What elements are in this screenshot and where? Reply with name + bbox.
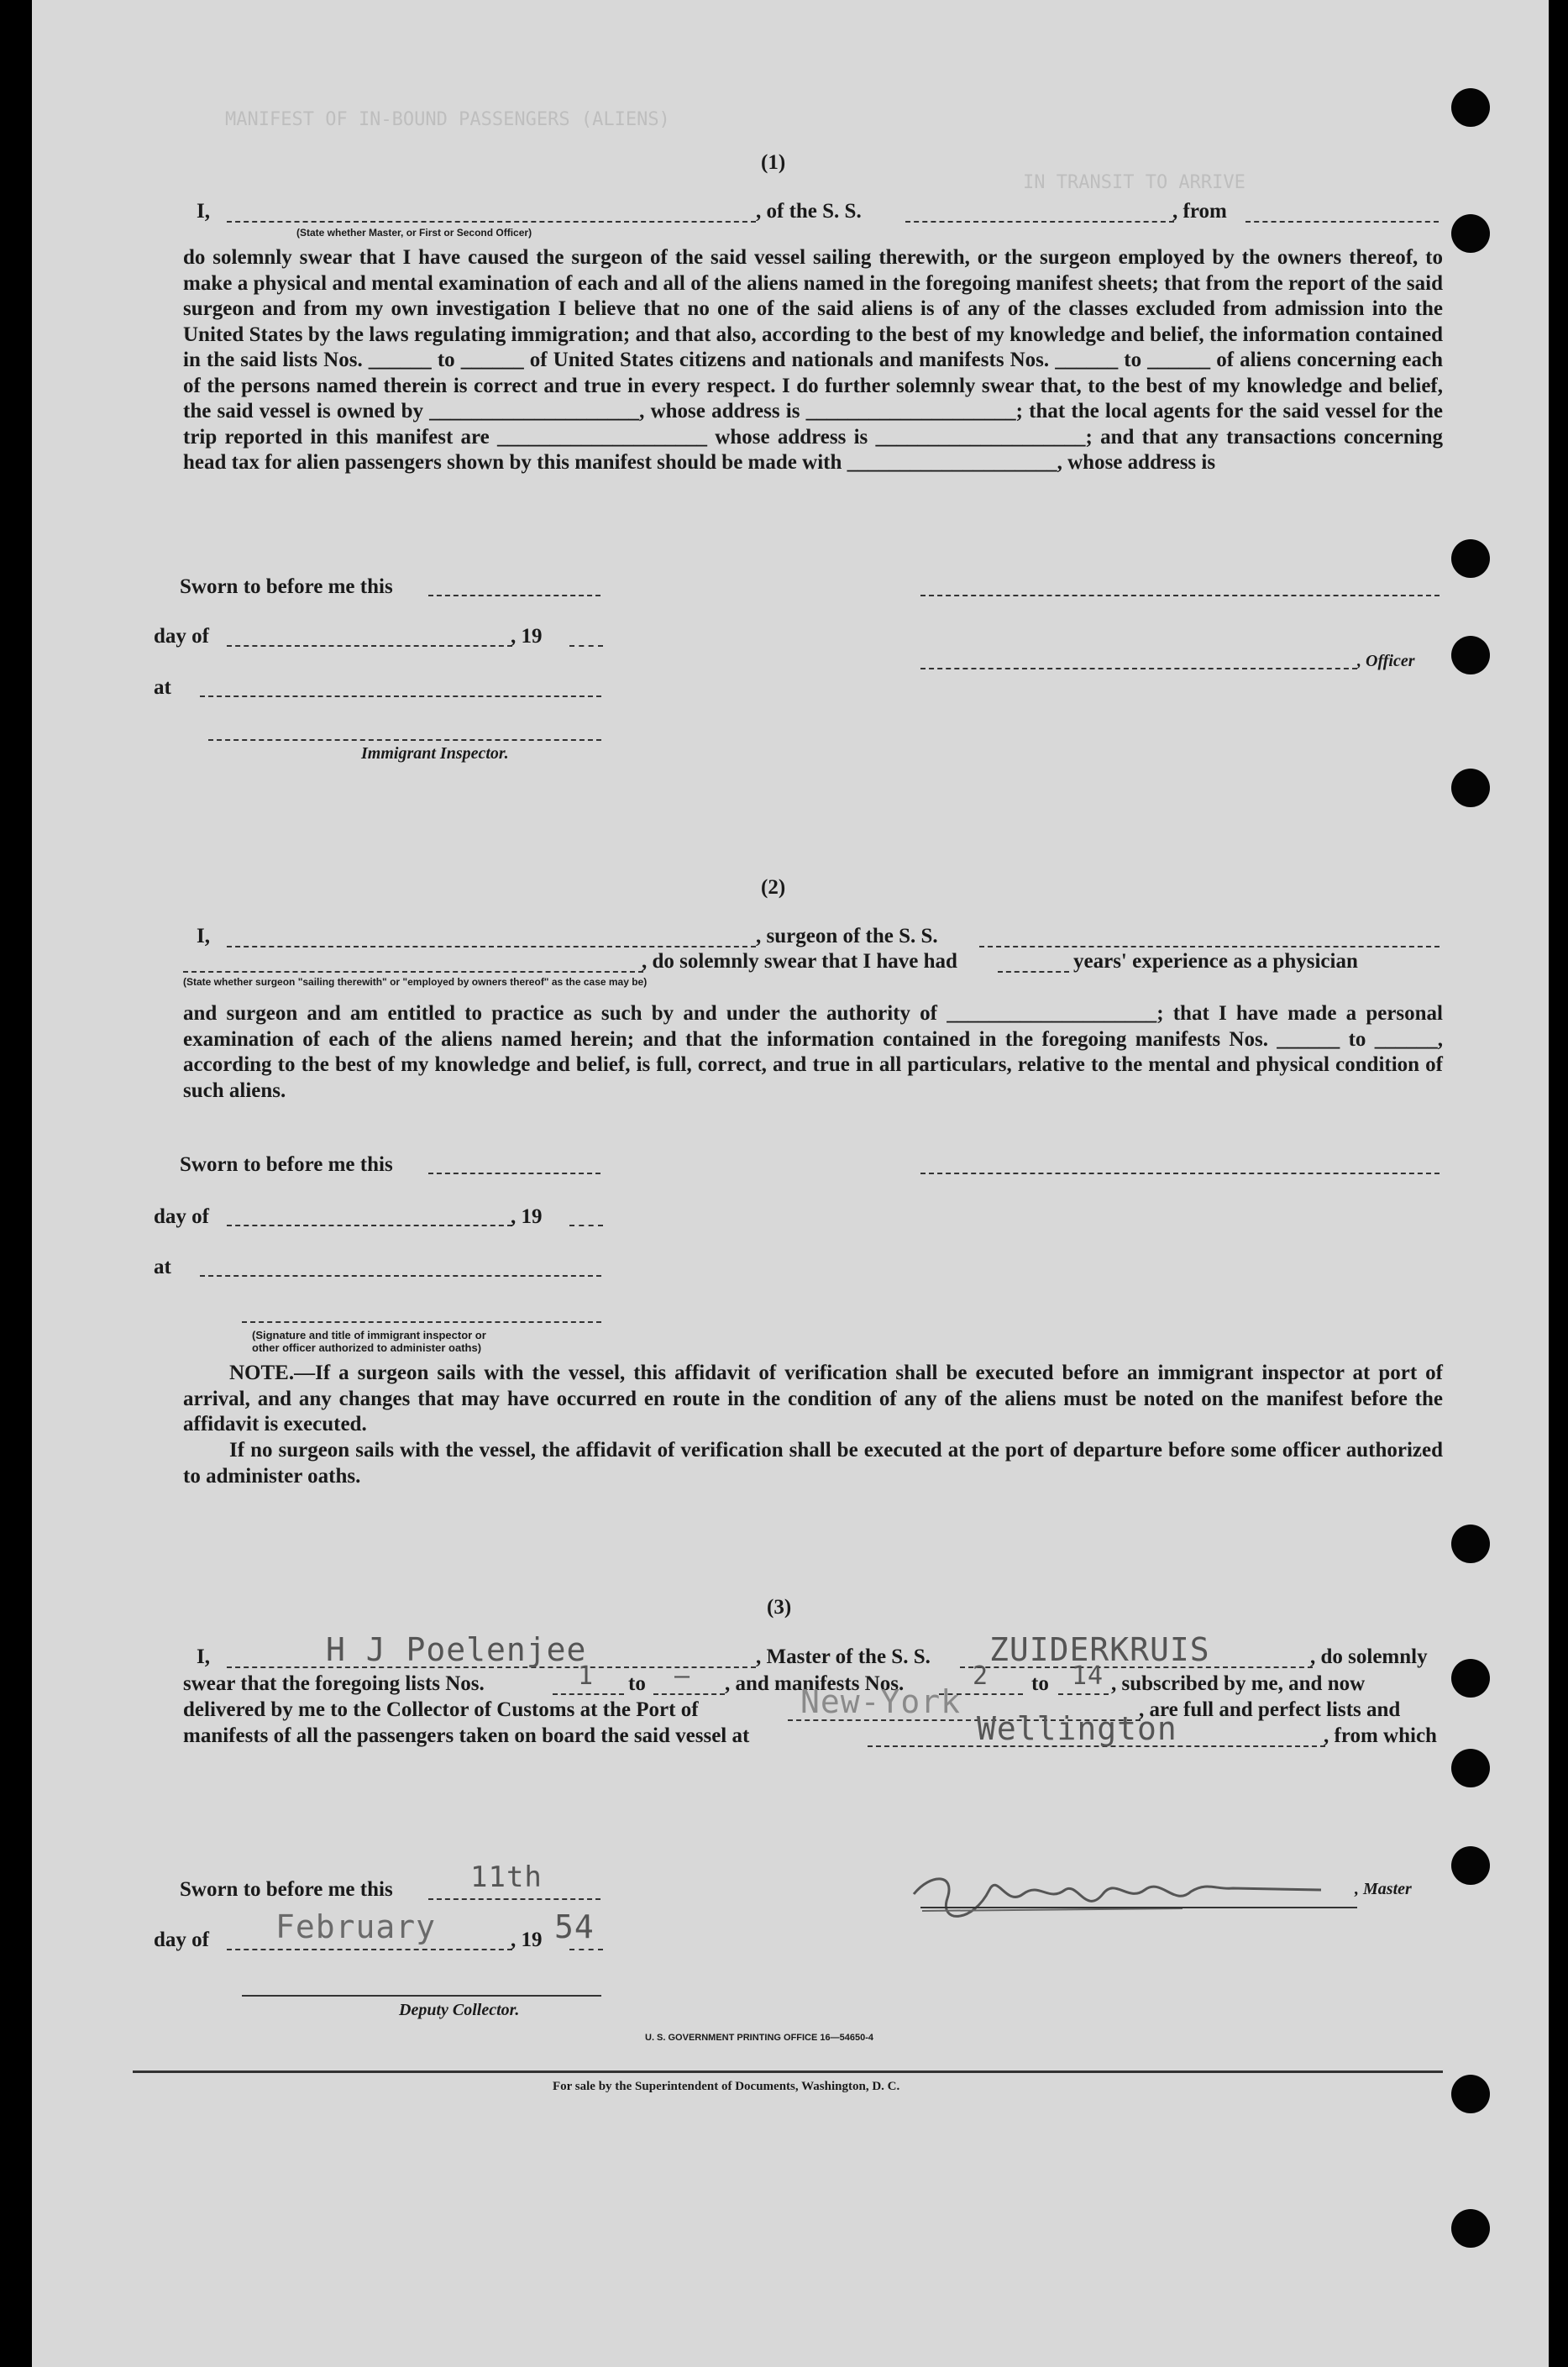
signature-note: (Signature and title of immigrant inspector or bbox=[252, 1329, 486, 1341]
day-of-field[interactable] bbox=[227, 1225, 512, 1226]
list-to-value: – bbox=[674, 1661, 691, 1691]
section-number: (3) bbox=[767, 1596, 792, 1619]
at-label: at bbox=[154, 676, 171, 699]
to-label: to bbox=[628, 1672, 646, 1695]
day-of-label: day of bbox=[154, 1205, 209, 1228]
officer-signature-field[interactable] bbox=[920, 595, 1440, 596]
section2-body: and surgeon and am entitled to practice as such by and under the authority of ____________________; that I have made a personal examination of each of the aliens named herein; and that the information contained in the foregoing manifests Nos. ______ to ______, according to the best of my knowledge and belief, is full, correct, and true in all particulars, relative to the mental and physical condition of such aliens. bbox=[183, 1002, 1443, 1102]
year-field[interactable] bbox=[569, 1949, 603, 1950]
master-label: , Master bbox=[1355, 1880, 1412, 1898]
section3-body bbox=[183, 1750, 1443, 1855]
year-label: , 19 bbox=[511, 1929, 543, 1951]
sworn-label: Sworn to before me this bbox=[180, 575, 393, 598]
bleed-through-text: IN TRANSIT TO ARRIVE bbox=[1023, 172, 1245, 193]
years-label: years' experience as a physician bbox=[1073, 950, 1358, 973]
year-field[interactable] bbox=[569, 645, 603, 647]
binder-hole bbox=[1451, 636, 1490, 674]
footer-rule bbox=[133, 2070, 1443, 2073]
ship-stamp: ZUIDERKRUIS bbox=[989, 1631, 1210, 1668]
manifest-page bbox=[32, 0, 1549, 2367]
label-surgeon-of: , surgeon of the S. S. bbox=[756, 925, 938, 947]
section-number: (2) bbox=[761, 876, 786, 899]
surgeon-name-field[interactable] bbox=[227, 946, 756, 947]
deputy-signature-field[interactable] bbox=[242, 1995, 601, 1997]
note-text-2: If no surgeon sails with the vessel, the affidavit of verification shall be executed at the port of departure before some officer authorized to administer oaths. bbox=[183, 1439, 1443, 1488]
label-master-of: , Master of the S. S. bbox=[756, 1645, 931, 1668]
list-to-field[interactable] bbox=[653, 1693, 725, 1695]
sworn-day-field[interactable] bbox=[428, 1173, 600, 1174]
binder-hole bbox=[1451, 2209, 1490, 2248]
binder-hole bbox=[1451, 214, 1490, 253]
manifests-of-label: manifests of all the passengers taken on board the said vessel at bbox=[183, 1724, 750, 1747]
sale-imprint: For sale by the Superintendent of Documents, Washington, D. C. bbox=[553, 2080, 900, 2093]
note-paragraph-2 bbox=[183, 1438, 1443, 1490]
surgeon-vessel-field[interactable] bbox=[979, 946, 1440, 947]
officer-name-field[interactable] bbox=[227, 221, 756, 223]
label-of-ss: , of the S. S. bbox=[756, 200, 862, 223]
from-which-label: , from which bbox=[1324, 1724, 1437, 1747]
sworn-label: Sworn to before me this bbox=[180, 1153, 393, 1176]
label-solemnly: , do solemnly bbox=[1310, 1645, 1428, 1668]
bleed-through-text: MANIFEST OF IN-BOUND PASSENGERS (ALIENS) bbox=[225, 109, 670, 130]
manifests-label: , and manifests Nos. bbox=[725, 1672, 905, 1695]
binder-hole bbox=[1451, 1525, 1490, 1563]
port-stamp: New-York bbox=[800, 1683, 962, 1720]
master-signature-field[interactable] bbox=[920, 1907, 1357, 1908]
inspector-label: Immigrant Inspector. bbox=[361, 744, 509, 763]
field-hint: (State whether surgeon "sailing therewith" or "employed by owners thereof" as the case may be) bbox=[183, 976, 648, 988]
officer-title-field[interactable] bbox=[920, 668, 1357, 669]
sworn-day-field[interactable] bbox=[428, 595, 600, 596]
inspector-signature-field[interactable] bbox=[208, 739, 601, 741]
swear-label: swear that the foregoing lists Nos. bbox=[183, 1672, 485, 1695]
at-label: at bbox=[154, 1256, 171, 1278]
officer-label: , Officer bbox=[1357, 652, 1415, 670]
label-i: I, bbox=[197, 1645, 210, 1668]
month-value: February bbox=[275, 1908, 437, 1945]
binder-hole bbox=[1451, 2075, 1490, 2113]
year-value: 54 bbox=[554, 1908, 595, 1945]
full-perfect-label: , are full and perfect lists and bbox=[1139, 1698, 1401, 1721]
signature-note: other officer authorized to administer oaths) bbox=[252, 1341, 482, 1354]
label-i: I, bbox=[197, 925, 210, 947]
surgeon-signature-field[interactable] bbox=[920, 1173, 1440, 1174]
year-field[interactable] bbox=[569, 1225, 603, 1226]
day-of-label: day of bbox=[154, 1929, 209, 1951]
binder-hole bbox=[1451, 1659, 1490, 1698]
year-label: , 19 bbox=[511, 625, 543, 648]
sworn-label: Sworn to before me this bbox=[180, 1878, 393, 1901]
field-hint: (State whether Master, or First or Second Officer) bbox=[296, 227, 532, 239]
at-field[interactable] bbox=[200, 695, 601, 697]
year-label: , 19 bbox=[511, 1205, 543, 1228]
binder-hole bbox=[1451, 1749, 1490, 1787]
section1-body: do solemnly swear that I have caused the surgeon of the said vessel sailing therewith, or the surgeon employed by the owners thereof, to make a physical and mental examination of each and all of the aliens named in the foregoing manifest sheets; that from the report of the said surgeon and from my own investigation I believe that no one of the said aliens is of any of the classes excluded from admission into the United States by the laws regulating immigration; and that also, according to the best of my knowledge and belief, the information contained in the said lists Nos. ______ to ______ of United States citizens and nationals and manifests Nos. ______ to ______ of aliens concerning each of the persons named therein is correct and true in every respect. I do further solemnly swear that, to the best of my knowledge and belief, the said vessel is owned by ____________________, whose address is ____________________; that the local agents for the said vessel for the trip reported in this manifest are ____________________ whose address is ____________________; and that any transactions concerning head tax for alien passengers shown by this manifest should be made with ____________________, whose address is bbox=[183, 246, 1443, 474]
binder-hole bbox=[1451, 769, 1490, 807]
label-i: I, bbox=[197, 200, 210, 223]
sworn-day-value: 11th bbox=[470, 1861, 543, 1894]
day-of-label: day of bbox=[154, 625, 209, 648]
swear-label: , do solemnly swear that I have had bbox=[642, 950, 957, 973]
note-text: —If a surgeon sails with the vessel, this affidavit of verification shall be executed before an immigrant inspector at port of arrival, and any changes that may have occurred en route in the condition of any of the aliens must be noted on the manifest before the affidavit is executed. bbox=[183, 1362, 1443, 1435]
binder-hole bbox=[1451, 539, 1490, 578]
delivered-label: delivered by me to the Collector of Customs at the Port of bbox=[183, 1698, 699, 1721]
at-field[interactable] bbox=[200, 1275, 601, 1277]
from-port-field[interactable] bbox=[1245, 221, 1439, 223]
surgeon-status-field[interactable] bbox=[183, 971, 643, 973]
master-name-stamp: H J Poelenjee bbox=[326, 1631, 587, 1668]
years-field[interactable] bbox=[998, 971, 1069, 973]
master-signature bbox=[897, 1856, 1334, 1932]
day-of-field[interactable] bbox=[227, 645, 512, 647]
vessel-name-field[interactable] bbox=[905, 221, 1174, 223]
sworn-day-field[interactable] bbox=[428, 1898, 600, 1900]
deputy-label: Deputy Collector. bbox=[399, 2001, 520, 2019]
binder-hole bbox=[1451, 1846, 1490, 1885]
inspector-signature-field[interactable] bbox=[242, 1321, 601, 1323]
day-of-field[interactable] bbox=[227, 1949, 512, 1950]
manifest-to-field[interactable] bbox=[1058, 1693, 1109, 1695]
label-from: , from bbox=[1172, 200, 1227, 223]
to-label: to bbox=[1031, 1672, 1049, 1695]
list-from-field[interactable] bbox=[553, 1693, 624, 1695]
note-paragraph bbox=[183, 1361, 1443, 1436]
gpo-imprint: U. S. GOVERNMENT PRINTING OFFICE 16—54650-4 bbox=[645, 2033, 874, 2043]
manifest-to-value: 14 bbox=[1072, 1661, 1104, 1691]
manifest-from-value: 2 bbox=[973, 1661, 989, 1691]
section-number: (1) bbox=[761, 151, 786, 174]
embark-port-stamp: Wellington bbox=[977, 1710, 1177, 1747]
list-from-value: 1 bbox=[578, 1661, 595, 1691]
subscribed-label: , subscribed by me, and now bbox=[1111, 1672, 1366, 1695]
binder-hole bbox=[1451, 88, 1490, 127]
note-label: NOTE. bbox=[229, 1362, 295, 1384]
